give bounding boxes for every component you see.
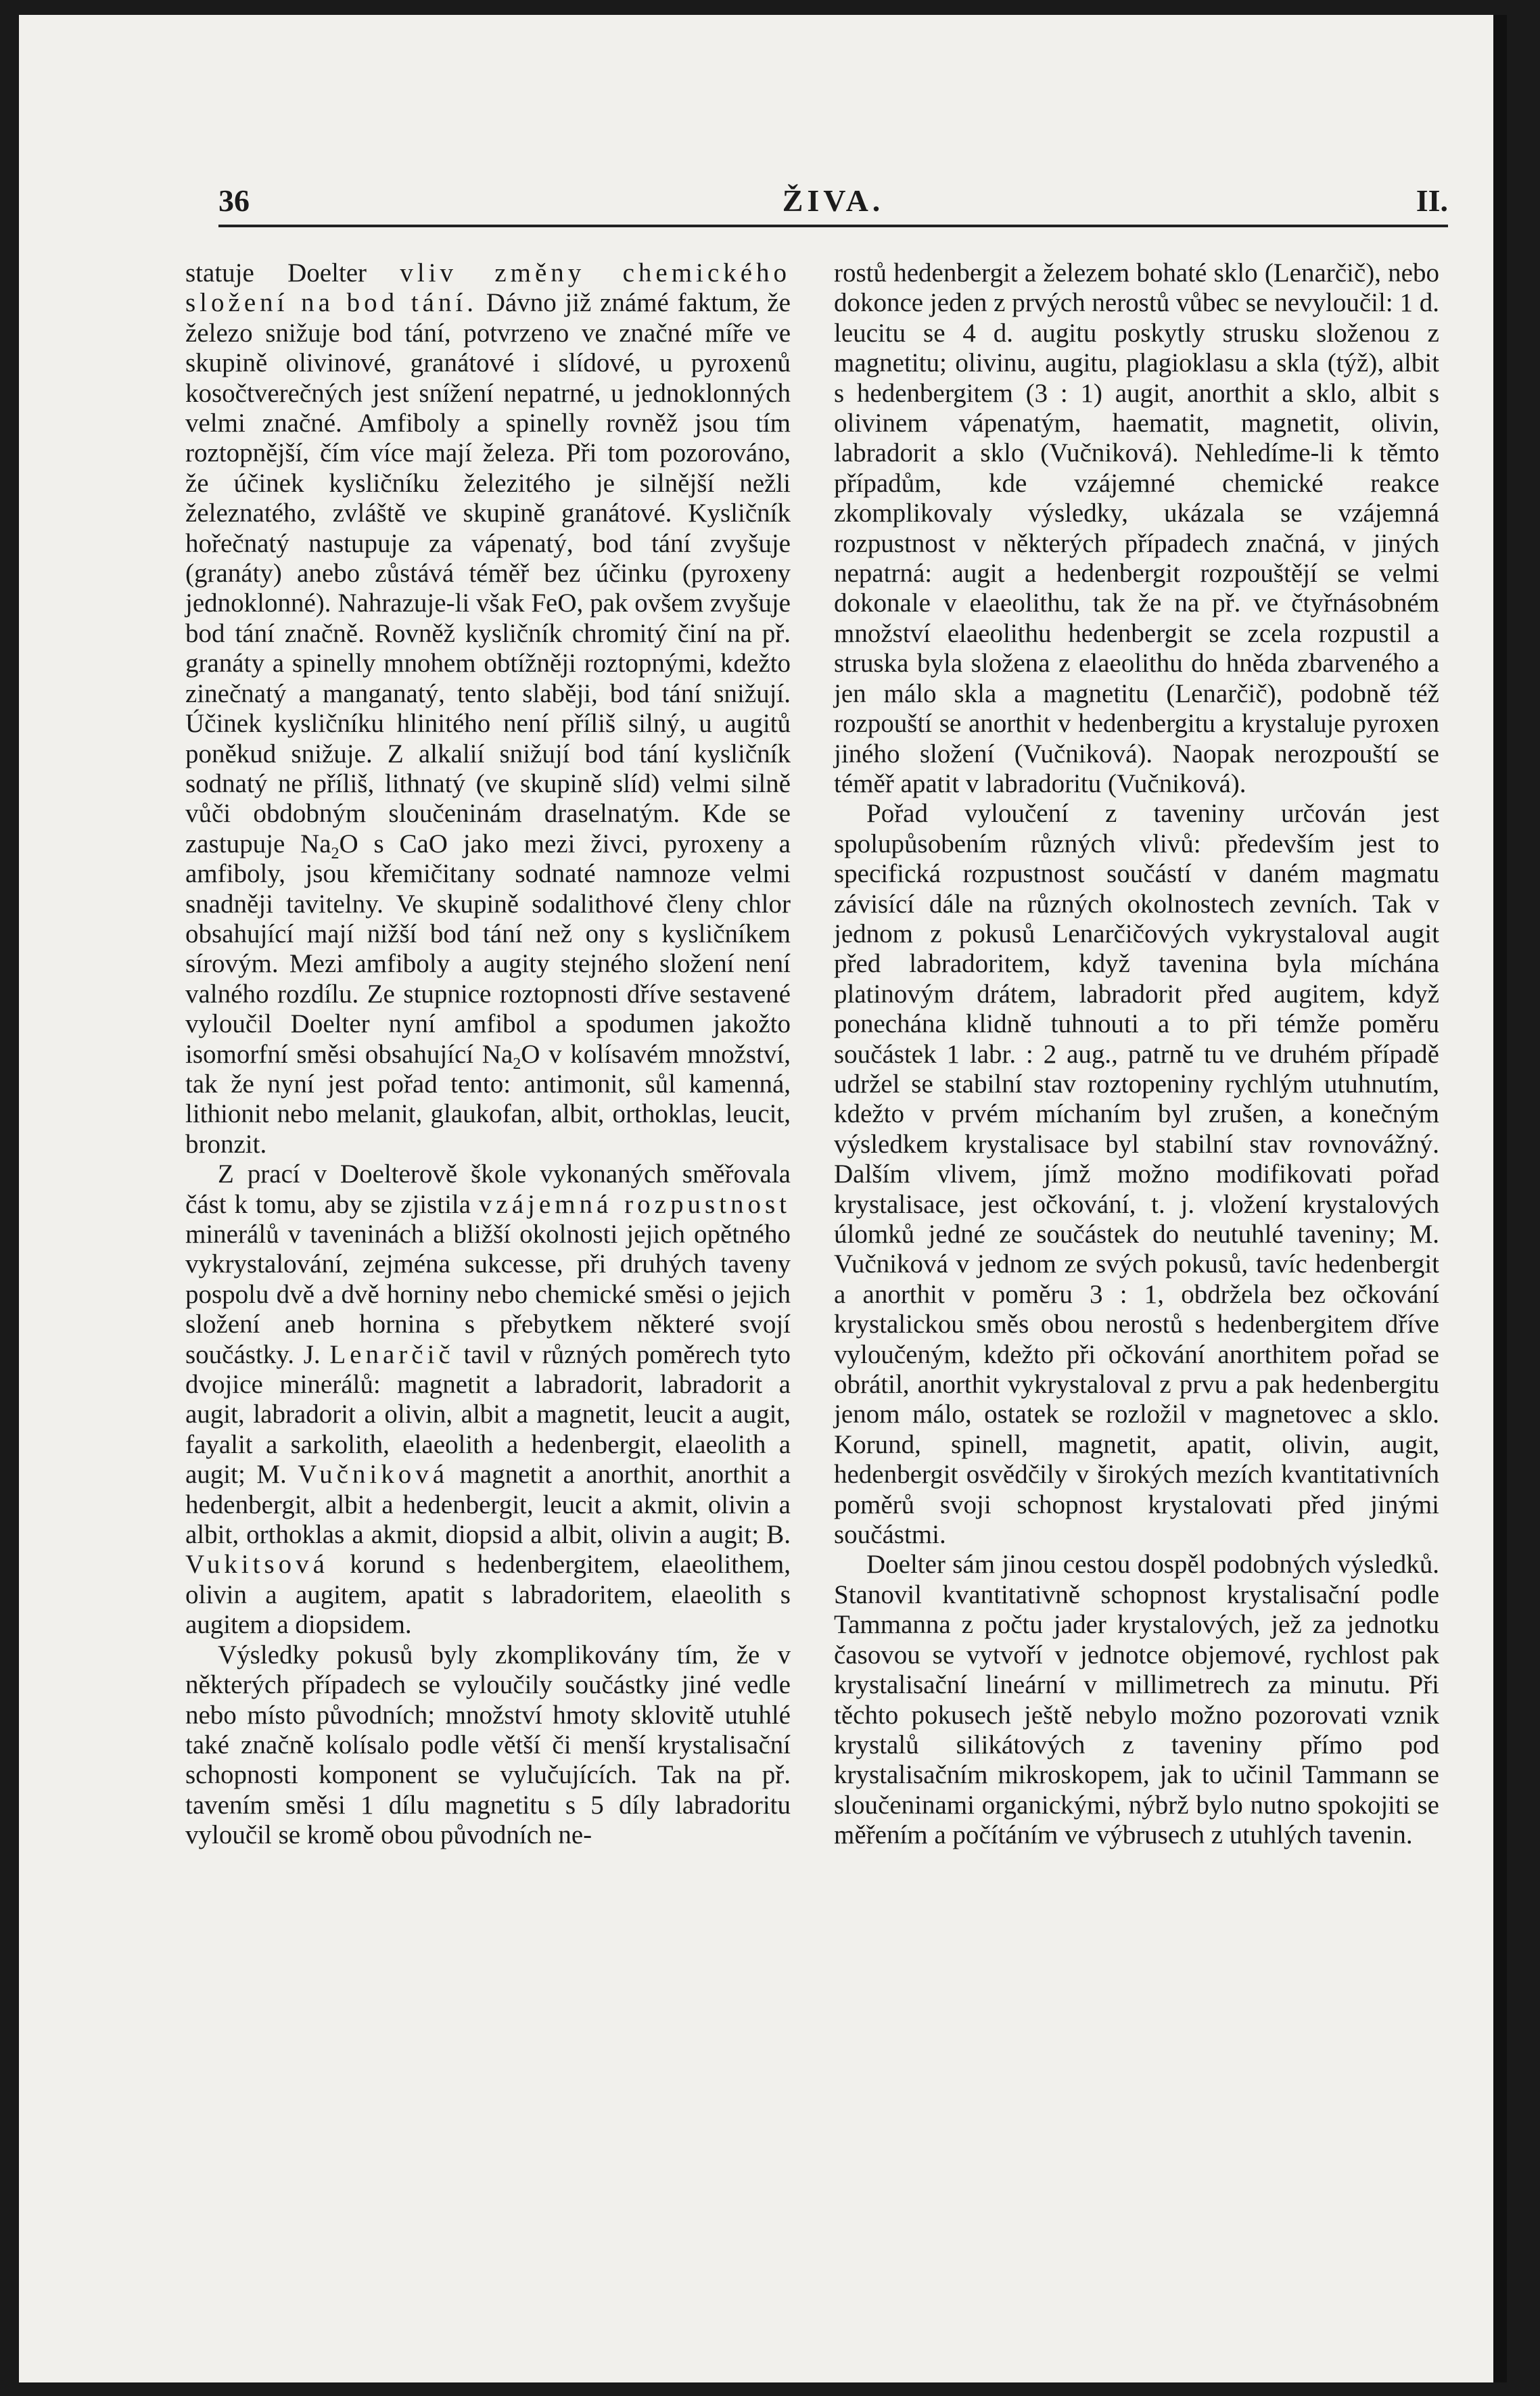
right-column (834, 258, 1439, 1851)
author-name: Vukitsová (185, 1550, 329, 1580)
journal-page (19, 15, 1507, 2382)
scan-edge (1493, 15, 1507, 2382)
volume-number: II. (1416, 183, 1448, 218)
paragraph: Z prací v Doelterově škole vykonaných směřovala část k tomu, aby se zjistila vzájemná rozpustnost minerálů v taveninách a bližší okolnosti jejich opětného vykrystalování, zejména sukcesse, při druhých taveny pospolu dvě a dvě horniny nebo chemické směsi o jejich složení aneb hornina s přebytkem některé svojí součástky. J. Lenarčič tavil v různých poměrech tyto dvojice minerálů: magnetit a labradorit, labradorit a augit, labradorit a olivin, albit a magnetit, leucit a augit, fayalit a sarkolith, elaeolith a hedenbergit, elaeolith a augit; M. Vučniková magnetit a anorthit, anorthit a hedenbergit, albit a hedenbergit, leucit a akmit, olivin a albit, orthoklas a akmit, diopsid a albit, olivin a augit; B. Vukitsová korund s hedenbergitem, elaeolithem, olivin a augitem, apatit s labradoritem, elaeolith s augitem a diopsidem. (185, 1159, 791, 1640)
paragraph: rostů hedenbergit a železem bohaté sklo (Lenarčič), nebo dokonce jeden z prvých nerostů vůbec se nevyloučil: 1 d. leucitu se 4 d. augitu poskytly strusku složenou z magnetitu; olivinu, augitu, plagioklasu a skla (týž), albit s hedenbergitem (3 : 1) augit, anorthit a sklo, albit s olivinem vápenatým, haematit, magnetit, olivin, labradorit a sklo (Vučniková). Nehledíme-li k těmto případům, kde vzájemné chemické reakce zkomplikovaly výsledky, ukázala se vzájemná rozpustnost v některých případech značná, v jiných nepatrná: augit a hedenbergit rozpouštějí se velmi dokonale v elaeolithu, tak že na př. ve čtyřnásobném množství elaeolithu hedenbergit se zcela rozpustil a struska byla složena z elaeolithu do hněda zbarveného a jen málo skla a magnetitu (Lenarčič), podobně též rozpouští se anorthit v hedenbergitu a krystaluje pyroxen jiného složení (Vučniková). Naopak nerozpouští se téměř apatit v labradoritu (Vučniková). (834, 258, 1439, 798)
paragraph: Doelter sám jinou cestou dospěl podobných výsledků. Stanovil kvantitativně schopnost krystalisační podle Tammanna z počtu jader krystalových, jež za jednotku časovou se vytvoří v jednotce objemové, rychlost pak krystalisační lineární v millimetrech za minutu. Při těchto pokusech ještě nebylo možno pozorovati vznik krystalů silikátových z taveniny přímo pod krystalisačním mikroskopem, jak to učinil Tammann se sloučeninami organickými, nýbrž bylo nutno spokojiti se měřením a počítáním ve výbrusech z utuhlých tavenin. (834, 1550, 1439, 1850)
paragraph: Pořad vyloučení z taveniny určován jest spolupůsobením různých vlivů: především jest to specifická rozpustnost součástí v daném magmatu závisící dále na různých okolnostech zevních. Tak v jednom z pokusů Lenarčičových vykrystaloval augit před labradoritem, když tavenina byla míchána platinovým drátem, labradorit před augitem, když ponechána klidně tuhnouti a to při témže poměru součástek 1 labr. : 2 aug., patrně tu ve druhém případě udržel se stabilní stav roztopeniny rychlým utuhnutím, kdežto v prvém míchaním byl zrušen, a konečným výsledkem krystalisace byl stabilní stav rovnovážný. Dalším vlivem, jímž možno modifikovati pořad krystalisace, jest očkování, t. j. vložení krystalových úlomků jedné ze součástek do neutuhlé taveniny; M. Vučniková v jednom ze svých pokusů, tavíc hedenbergit a anorthit v poměru 3 : 1, obdržela bez očkování krystalickou směs obou nerostů s hedenbergitem dříve vyloučeným, kdežto při očkování anorthitem pořad se obrátil, anorthit vykrystaloval z prvu a pak hedenbergitu jenom málo, ostatek se rozložil v magnetovec a sklo. Korund, spinell, magnetit, apatit, olivin, augit, hedenbergit osvědčily v širokých mezích kvantitativních poměrů svoji schopnost krystalovati před jinými součástmi. (834, 799, 1439, 1550)
left-column (185, 258, 791, 1851)
page-header (218, 183, 1448, 223)
paragraph: statuje Doelter vliv změny chemického složení na bod tání. Dávno již známé faktum, že železo snižuje bod tání, potvrzeno ve značné míře ve skupině olivinové, granátové i slídové, u pyroxenů kosočtverečných jest snížení nepatrné, u jednoklonných velmi značné. Amfiboly a spinelly rovněž jsou tím roztopnější, čím více mají železa. Při tom pozorováno, že účinek kysličníku železitého je silnější nežli železnatého, zvláště ve skupině granátové. Kysličník hořečnatý nastupuje za vápenatý, bod tání zvyšuje (granáty) anebo zůstává téměř bez účinku (pyroxeny jednoklonné). Nahrazuje-li však FeO, pak ovšem zvyšuje bod tání značně. Rovněž kysličník chromitý činí na př. granáty a spinelly mnohem obtížněji roztopnými, kdežto zinečnatý a manganatý, tento slaběji, bod tání snižují. Účinek kysličníku hlinitého není příliš silný, u augitů poněkud snižuje. Z alkalií snižují bod tání kysličník sodnatý ne příliš, lithnatý (ve skupině slíd) velmi silně vůči obdobným sloučeninám draselnatým. Kde se zastupuje $Na_2O$ s CaO jako mezi živci, pyroxeny a amfiboly, jsou křemičitany sodnaté namnoze velmi snadněji tavitelny. Ve skupině sodalithové členy chlor obsahující mají nižší bod tání než ony s kysličníkem sírovým. Mezi amfiboly a augity stejného složení není valného rozdílu. Ze stupnice roztopnosti dříve sestavené vyloučil Doelter nyní amfibol a spodumen jakožto isomorfní směsi obsahující $Na_2O$ v kolísavém množství, tak že nyní jest pořad tento: antimonit, sůl kamenná, lithionit nebo melanit, glaukofan, albit, orthoklas, leucit, bronzit. (185, 258, 791, 1159)
author-name: Vučniková (298, 1460, 449, 1490)
author-name: Lenarčič (329, 1339, 454, 1369)
spaced-emphasis: vliv změny chemického složení na bod tání. (185, 258, 791, 318)
spaced-emphasis: vzájemná rozpustnost (478, 1189, 791, 1219)
journal-title: ŽIVA. (782, 183, 885, 218)
page-number: 36 (218, 183, 250, 218)
header-rule (218, 225, 1448, 227)
paragraph: Výsledky pokusů byly zkomplikovány tím, že v některých případech se vyloučily součástky jiné vedle nebo místo původních; množství hmoty sklovitě utuhlé také značně kolísalo podle větší či menší krystalisační schopnosti komponent se vylučujících. Tak na př. tavením směsi 1 dílu magnetitu s 5 díly labradoritu vyloučil se kromě obou původních ne- (185, 1640, 791, 1850)
